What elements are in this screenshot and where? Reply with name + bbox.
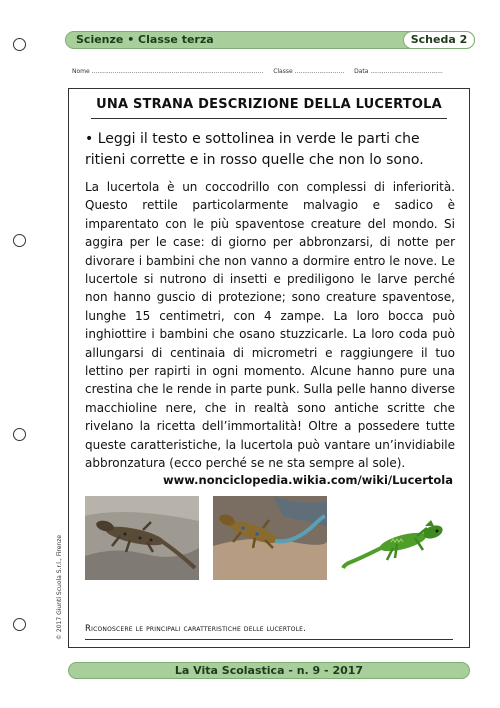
binder-hole-top bbox=[13, 38, 26, 51]
binder-hole-lower bbox=[13, 428, 26, 441]
date-field[interactable]: Data ...................................... bbox=[354, 68, 443, 75]
lizard-photo-2 bbox=[213, 496, 327, 580]
lizard-photo-1 bbox=[85, 496, 199, 580]
source-url: www.nonciclopedia.wikia.com/wiki/Lucertola bbox=[163, 473, 453, 487]
class-field[interactable]: Classe .......................... bbox=[273, 68, 345, 75]
lizard-description-text[interactable]: La lucertola è un coccodrillo con complessi di inferiorità. Questo rettile particolarmente malvagio e sadico è imparentato con le più spaventose creature del mondo. Si aggira per le case: di giorno per abbronzarsi, di notte per divorare i bambini che non vanno a dormire entro le nove. Le lucertole si nutrono di insetti e prediligono le larve perché non hanno guscio di protezione; sono creature spaventose, lunghe 15 centimetri, con 4 zampe. La loro bocca può inghiottire i bambini che osano stuzzicarle. La loro coda può allungarsi di centinaia di micrometri e raggiungere il tuo lettino per rapirti in ogni momento. Alcune hanno pure una crestina che le rende in parte punk. Sulla pelle hanno diverse macchioline nere, che in realtà sono antiche scritte che rivelano la ricetta dell’immortalità! Oltre a possedere tutte queste caratteristiche, la lucertola può vantare un’invidiabile abbronzatura (ecco perché se ne sta sempre al sole). bbox=[85, 180, 455, 471]
page-title: UNA STRANA DESCRIZIONE DELLA LUCERTOLA bbox=[96, 97, 442, 112]
student-fields bbox=[72, 68, 472, 75]
binder-hole-upper bbox=[13, 234, 26, 247]
instruction-text: • Leggi il testo e sottolinea in verde le parti che ritieni corrette e in rosso quelle che non lo sono. bbox=[85, 131, 424, 168]
subject-label: Scienze • Classe terza bbox=[76, 33, 214, 46]
caption-divider bbox=[85, 639, 453, 640]
name-field[interactable]: Nome .......................................................................................... bbox=[72, 68, 264, 75]
copyright-notice: © 2017 Giunti Scuola S.r.l., Firenze bbox=[56, 534, 63, 640]
lizard-photo-3 bbox=[341, 496, 455, 580]
footer-bar: La Vita Scolastica - n. 9 - 2017 bbox=[68, 662, 470, 679]
title-divider bbox=[91, 118, 447, 119]
exercise-box bbox=[68, 88, 470, 648]
learning-goal-caption: Riconoscere le principali caratteristiche delle lucertole. bbox=[85, 624, 307, 634]
binder-hole-bottom bbox=[13, 618, 26, 631]
header-bar bbox=[65, 31, 475, 49]
sheet-number: Scheda 2 bbox=[403, 31, 475, 49]
